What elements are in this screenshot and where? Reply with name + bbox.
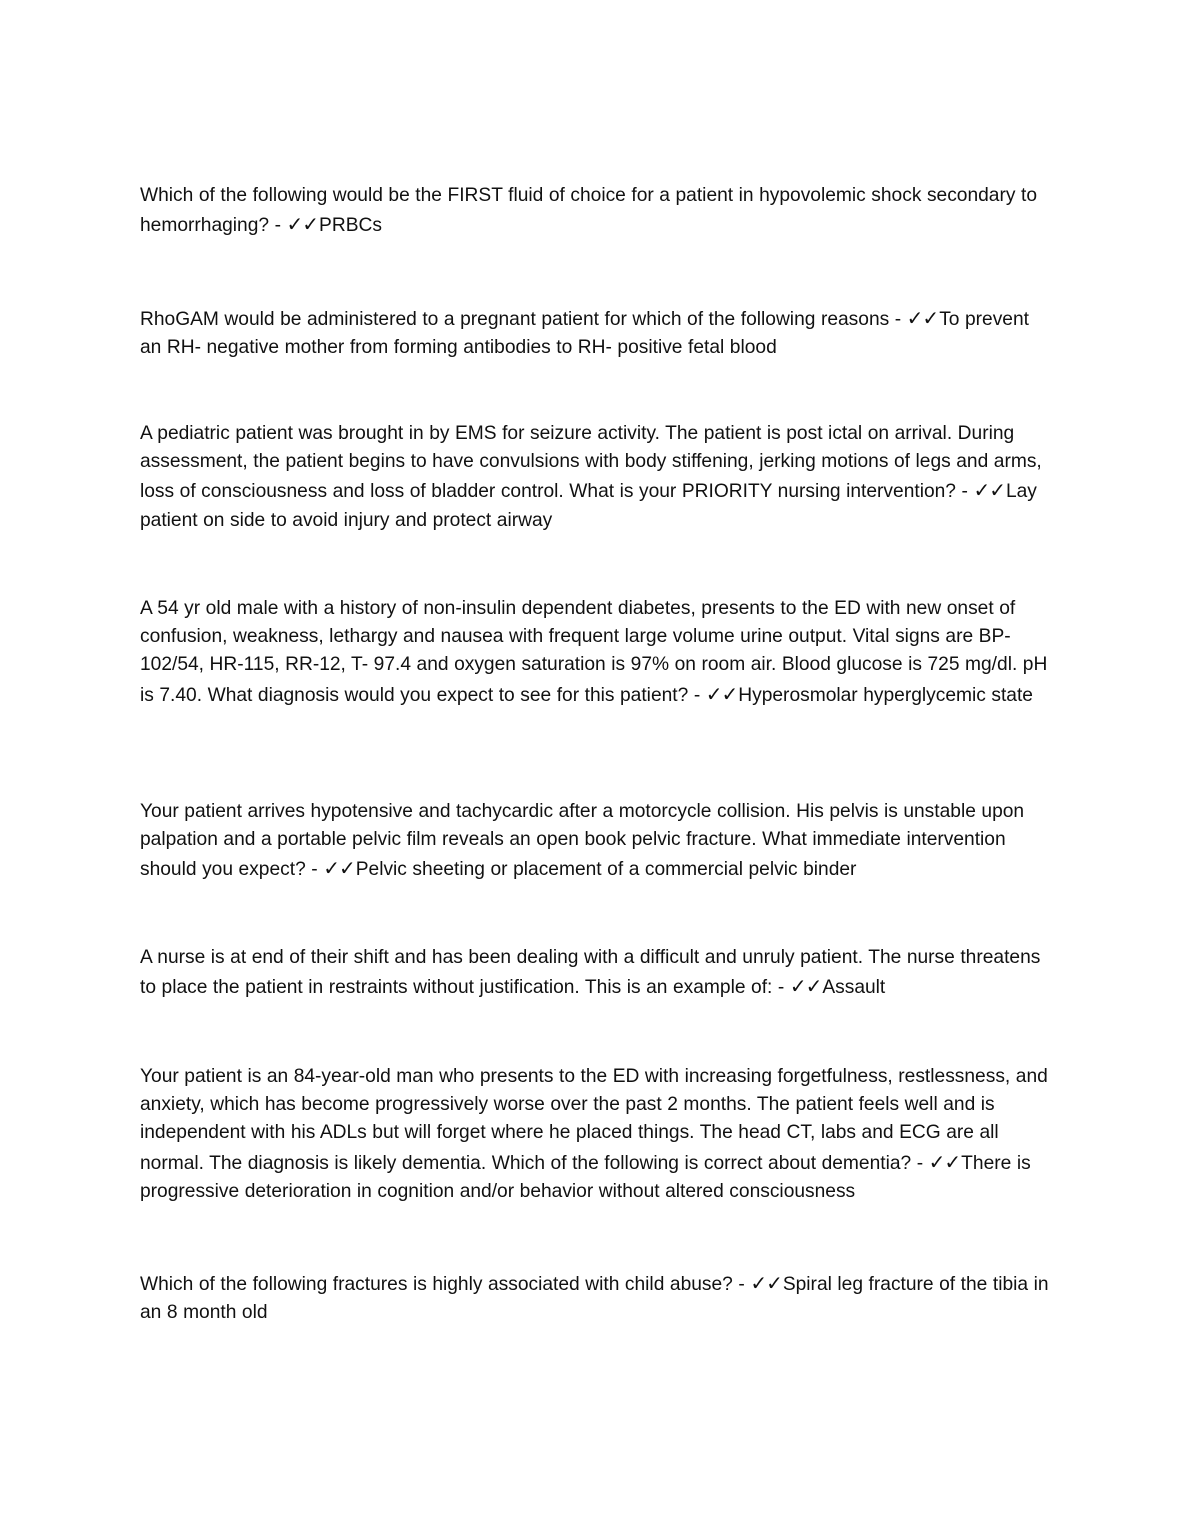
- qa-item: [140, 1269, 1052, 1327]
- question-text: RhoGAM would be administered to a pregnant patient for which of the following reasons -: [140, 309, 907, 330]
- checkmark-icon: ✓✓: [789, 974, 822, 999]
- checkmark-icon: ✓✓: [750, 1271, 782, 1295]
- answer-text: PRBCs: [319, 215, 382, 237]
- answer-text: Assault: [822, 977, 886, 999]
- qa-item: [140, 595, 1052, 710]
- question-text: Your patient is an 84-year-old man who presents to the ED with increasing forgetfulness, restlessness, and anxiety, which has become progressively worse over the past 2 months. The patient feels well and is independent with his ADLs but will forget where he placed things. The head CT, labs and ECG are all normal. The diagnosis is likely dementia. Which of the following is correct about dementia? -: [140, 1066, 1048, 1174]
- qa-item: [140, 798, 1052, 885]
- answer-text: Pelvic sheeting or placement of a commercial pelvic binder: [355, 859, 857, 881]
- answer-text: To prevent an RH- negative mother from forming antibodies to RH- positive fetal blood: [140, 309, 1029, 359]
- answer-text: Lay patient on side to avoid injury and protect airway: [140, 481, 1037, 531]
- qa-item: [140, 182, 1052, 240]
- checkmark-icon: ✓✓: [928, 1149, 961, 1174]
- checkmark-icon: ✓✓: [323, 856, 355, 881]
- qa-item: [140, 1063, 1052, 1206]
- question-text: A nurse is at end of their shift and has been dealing with a difficult and unruly patient. The nurse threatens to place the patient in restraints without justification. This is an example of: -: [140, 947, 1041, 999]
- qa-item: [140, 304, 1052, 362]
- qa-item: [140, 420, 1052, 535]
- checkmark-icon: ✓✓: [705, 681, 738, 706]
- checkmark-icon: ✓✓: [973, 478, 1005, 503]
- question-text: Which of the following would be the FIRST fluid of choice for a patient in hypovolemic shock secondary to hemorrhaging? -: [140, 185, 1037, 237]
- answer-text: Hyperosmolar hyperglycemic state: [738, 684, 1033, 706]
- question-text: A 54 yr old male with a history of non-insulin dependent diabetes, presents to the ED with new onset of confusion, weakness, lethargy and nausea with frequent large volume urine output. Vital signs are BP- 102/54, HR-115, RR-12, T- 97.4 and oxygen saturation is 97% on room air. Blood glucose is 725 mg/dl. pH is 7.40. What diagnosis would you expect to see for this patient? -: [140, 598, 1048, 706]
- checkmark-icon: ✓✓: [906, 306, 939, 330]
- question-text: Which of the following fractures is highly associated with child abuse? -: [140, 1274, 751, 1295]
- qa-item: [140, 944, 1052, 1002]
- answer-text: There is progressive deterioration in cognition and/or behavior without altered consciousness: [140, 1152, 1031, 1202]
- question-text: A pediatric patient was brought in by EMS for seizure activity. The patient is post ictal on arrival. During assessment, the patient begins to have convulsions with body stiffening, jerking motions of legs and arms, loss of consciousness and loss of bladder control. What is your PRIORITY nursing intervention? -: [140, 423, 1042, 503]
- answer-text: Spiral leg fracture of the tibia in an 8 month old: [140, 1274, 1049, 1324]
- question-text: Your patient arrives hypotensive and tachycardic after a motorcycle collision. His pelvis is unstable upon palpation and a portable pelvic film reveals an open book pelvic fracture. What immediate intervention should you expect? -: [140, 801, 1025, 881]
- checkmark-icon: ✓✓: [286, 212, 319, 237]
